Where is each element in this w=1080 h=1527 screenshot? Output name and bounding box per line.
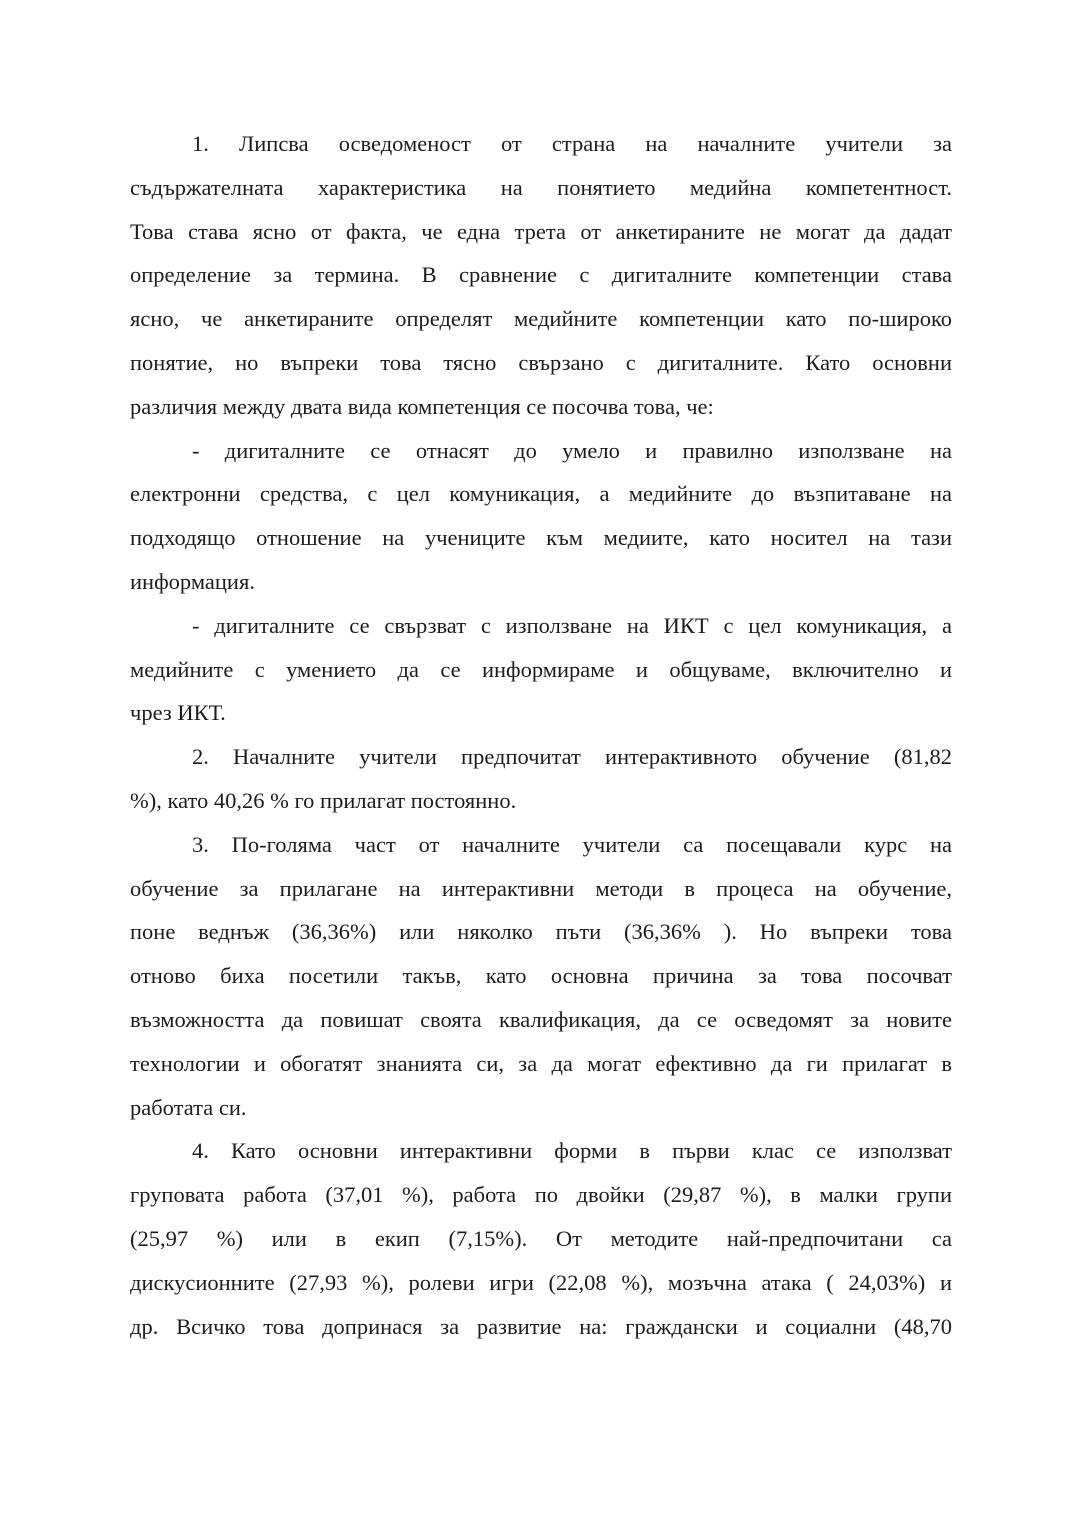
text-line: съдържателната характеристика на понятието медийна компетентност. xyxy=(130,174,952,200)
text-line: понятие, но въпреки това тясно свързано с дигиталните. Като основни xyxy=(130,349,952,375)
text-line: определение за термина. В сравнение с дигиталните компетенции става xyxy=(130,262,952,288)
text-line: груповата работа (37,01 %), работа по двойки (29,87 %), в малки групи xyxy=(130,1182,952,1208)
text-line: 4. Като основни интерактивни форми в първи клас се използват xyxy=(192,1138,952,1164)
text-line: дискусионните (27,93 %), ролеви игри (22,08 %), мозъчна атака ( 24,03%) и xyxy=(130,1269,952,1295)
text-line: различия между двата вида компетенция се посочва това, че: xyxy=(130,393,714,419)
text-line: чрез ИКТ. xyxy=(130,700,226,726)
text-line: - дигиталните се отнасят до умело и правилно използване на xyxy=(192,437,952,463)
text-line: технологии и обогатят знанията си, за да могат ефективно да ги прилагат в xyxy=(130,1050,952,1076)
text-line: др. Всичко това допринася за развитие на: граждански и социални (48,70 xyxy=(130,1313,952,1339)
text-line: работата си. xyxy=(130,1094,247,1120)
text-line: %), като 40,26 % го прилагат постоянно. xyxy=(130,787,517,813)
text-line: - дигиталните се свързват с използване на ИКТ с цел комуникация, а xyxy=(192,612,952,638)
text-line: (25,97 %) или в екип (7,15%). От методите най-предпочитани са xyxy=(130,1225,952,1251)
text-line: 1. Липсва осведоменост от страна на началните учители за xyxy=(192,131,952,156)
text-line: 2. Началните учители предпочитат интерактивното обучение (81,82 xyxy=(192,744,952,770)
text-line: медийните с умението да се информираме и общуваме, включително и xyxy=(130,656,952,682)
text-line: 3. По-голяма част от началните учители са посещавали курс на xyxy=(192,831,952,857)
text-line: отново биха посетили такъв, като основна причина за това посочват xyxy=(130,963,952,989)
text-line: възможността да повишат своята квалификация, да се осведомят за новите xyxy=(130,1006,952,1032)
text-line: подходящо отношение на учениците към медиите, като носител на тази xyxy=(130,525,952,551)
text-line: обучение за прилагане на интерактивни методи в процеса на обучение, xyxy=(130,875,952,901)
text-line: информация. xyxy=(130,568,255,594)
text-line: ясно, че анкетираните определят медийните компетенции като по-широко xyxy=(130,306,952,332)
text-line: електронни средства, с цел комуникация, а медийните до възпитаване на xyxy=(130,481,952,507)
text-line: Това става ясно от факта, че една трета от анкетираните не могат да дадат xyxy=(130,218,952,244)
text-line: поне веднъж (36,36%) или няколко пъти (36,36% ). Но въпреки това xyxy=(130,919,952,945)
document-page xyxy=(130,122,952,1348)
